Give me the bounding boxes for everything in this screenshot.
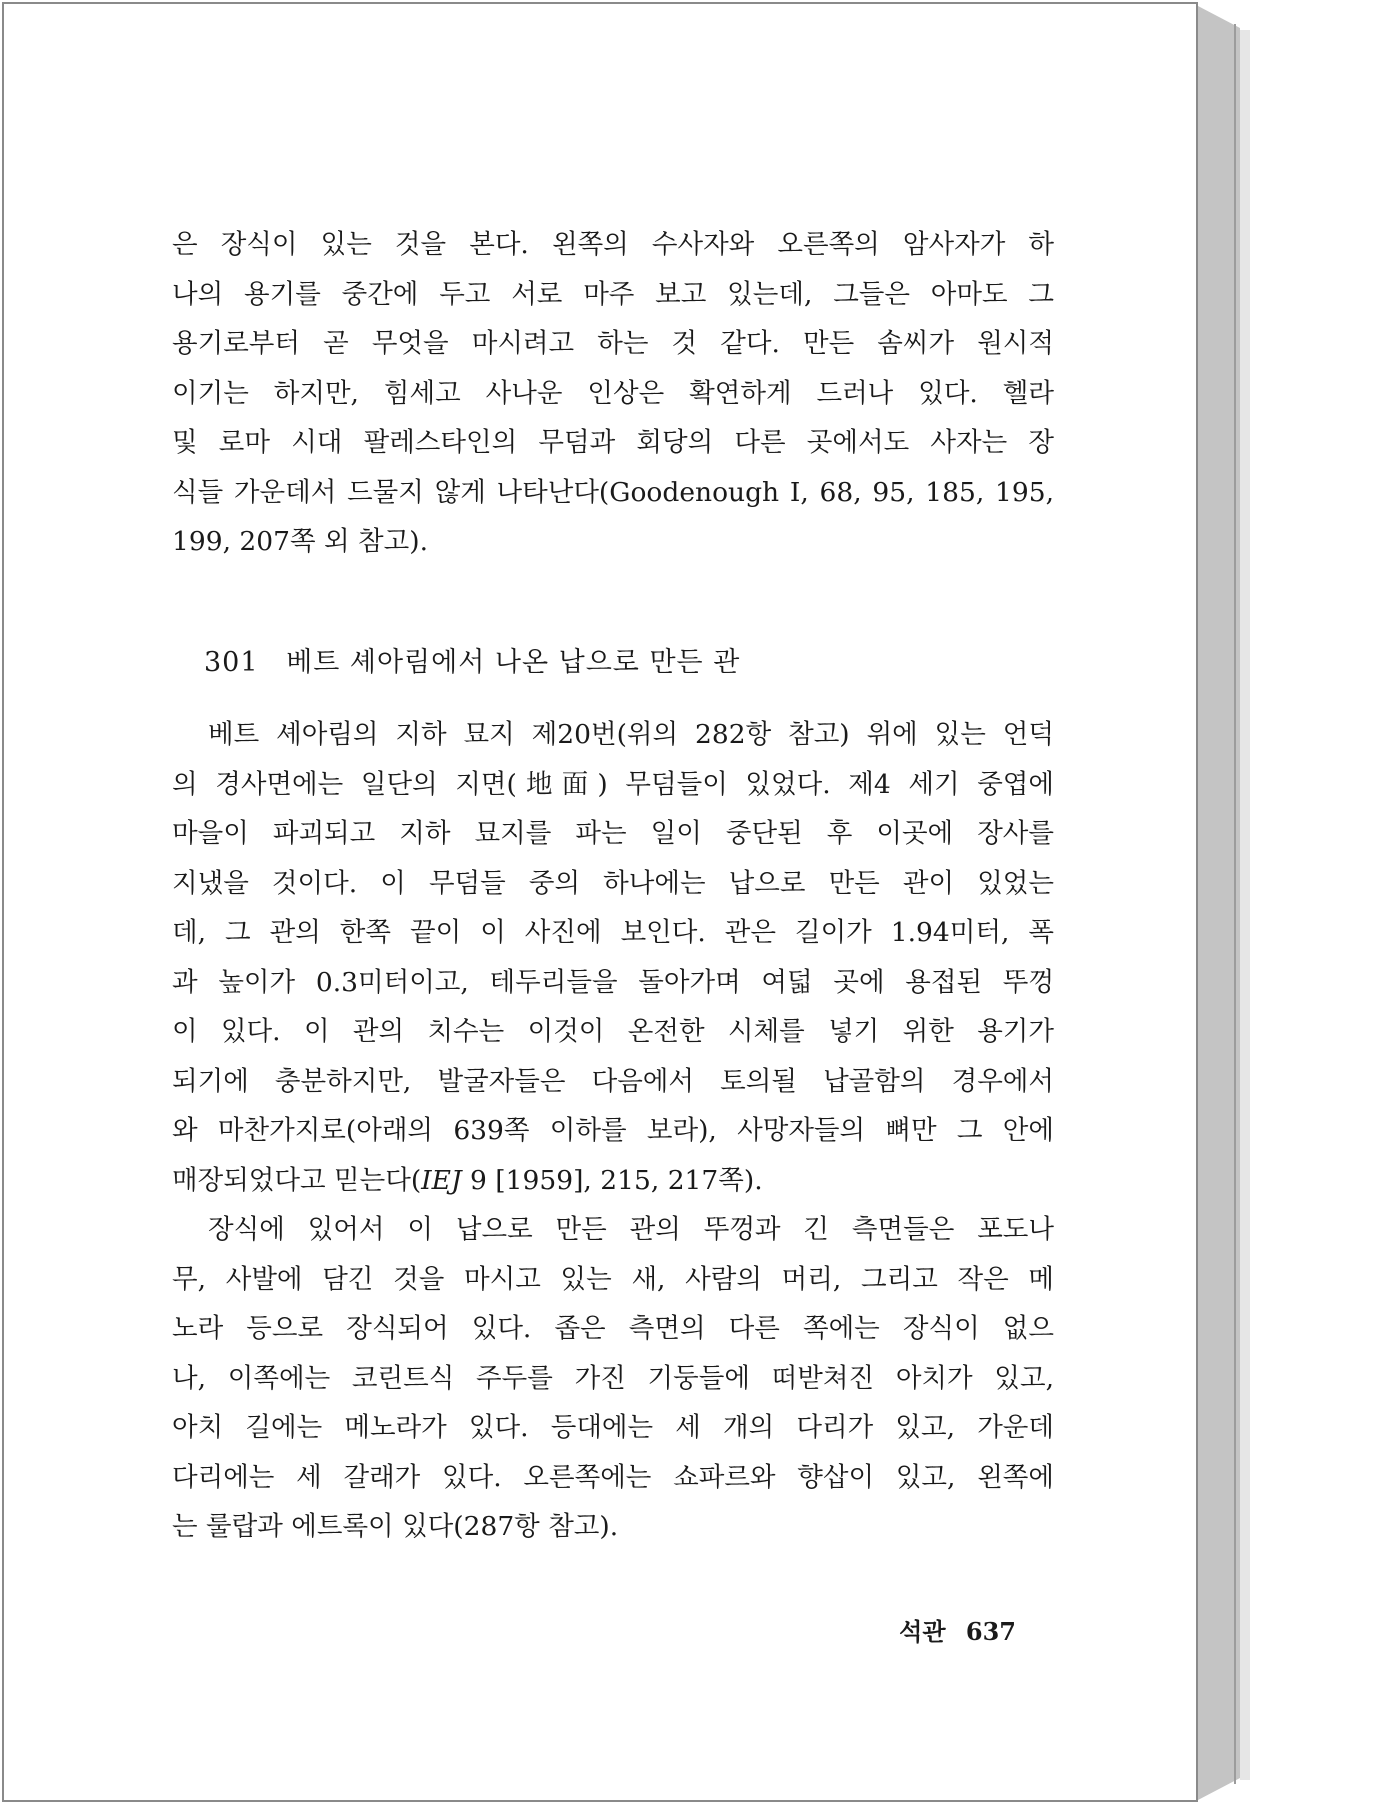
page-shadow [1240,30,1250,1780]
paragraph-continued [172,220,1054,567]
text-line: 무, 사발에 담긴 것을 마시고 있는 새, 사람의 머리, 그리고 작은 메 [172,1263,1054,1295]
section-number: 301 [204,647,259,678]
text-line: 이 있다. 이 관의 치수는 이것이 온전한 시체를 넣기 위한 용기가 [172,1016,1054,1047]
book-page [2,2,1198,1802]
text-line: 데, 그 관의 한쪽 끝이 이 사진에 보인다. 관은 길이가 1.94미터, 폭 [172,917,1054,948]
text-line: 장식에 있어서 이 납으로 만든 관의 뚜껑과 긴 측면들은 포도나 [208,1214,1054,1245]
text-line: 는 룰랍과 에트록이 있다(287항 참고). [172,1511,619,1542]
text-line: 베트 셰아림의 지하 묘지 제20번(위의 282항 참고) 위에 있는 언덕 [208,719,1054,750]
text-line: 와 마찬가지로(아래의 639쪽 이하를 보라), 사망자들의 뼈만 그 안에 [172,1115,1054,1146]
text-line: 나, 이쪽에는 코린트식 주두를 가진 기둥들에 떠받쳐진 아치가 있고, [172,1362,1054,1394]
text-line: 199, 207쪽 외 참고). [172,526,429,557]
text-line: 나의 용기를 중간에 두고 서로 마주 보고 있는데, 그들은 아마도 그 [172,278,1054,310]
text-line: 은 장식이 있는 것을 본다. 왼쪽의 수사자와 오른쪽의 암사자가 하 [172,229,1054,260]
running-footer-label: 석관 [899,1617,946,1646]
text-line: 아치 길에는 메노라가 있다. 등대에는 세 개의 다리가 있고, 가운데 [172,1412,1054,1443]
section-title: 베트 셰아림에서 나온 납으로 만든 관 [286,647,741,678]
text-line: 의 경사면에는 일단의 지면(地面) 무덤들이 있었다. 제4 세기 중엽에 [172,768,1054,800]
text-line: 노라 등으로 장식되어 있다. 좁은 측면의 다른 쪽에는 장식이 없으 [172,1313,1054,1344]
text-line: 이기는 하지만, 힘세고 사나운 인상은 확연하게 드러나 있다. 헬라 [172,377,1054,409]
text-line: 매장되었다고 믿는다(IEJ 9 [1959], 215, 217쪽). [172,1164,763,1196]
text-line: 되기에 충분하지만, 발굴자들은 다음에서 토의될 납골함의 경우에서 [172,1065,1054,1097]
text-line: 및 로마 시대 팔레스타인의 무덤과 회당의 다른 곳에서도 사자는 장 [172,427,1054,458]
section-heading [204,640,740,679]
page-number: 637 [965,1617,1016,1646]
text-line: 다리에는 세 갈래가 있다. 오른쪽에는 쇼파르와 향삽이 있고, 왼쪽에 [172,1461,1054,1493]
text-line: 용기로부터 곧 무엇을 마시려고 하는 것 같다. 만든 솜씨가 원시적 [172,328,1054,359]
section-body [172,710,1054,1552]
text-line: 마을이 파괴되고 지하 묘지를 파는 일이 중단된 후 이곳에 장사를 [172,818,1054,849]
text-line: 식들 가운데서 드물지 않게 나타난다(Goodenough I, 68, 95, 185, 195, [172,476,1054,508]
text-line: 지냈을 것이다. 이 무덤들 중의 하나에는 납으로 만든 관이 있었는 [172,867,1054,899]
text-line: 과 높이가 0.3미터이고, 테두리들을 돌아가며 여덟 곳에 용접된 뚜껑 [172,966,1054,998]
journal-abbrev: IEJ [421,1164,462,1196]
book-edge-line [1234,24,1236,1784]
page-footer [899,1612,1016,1647]
